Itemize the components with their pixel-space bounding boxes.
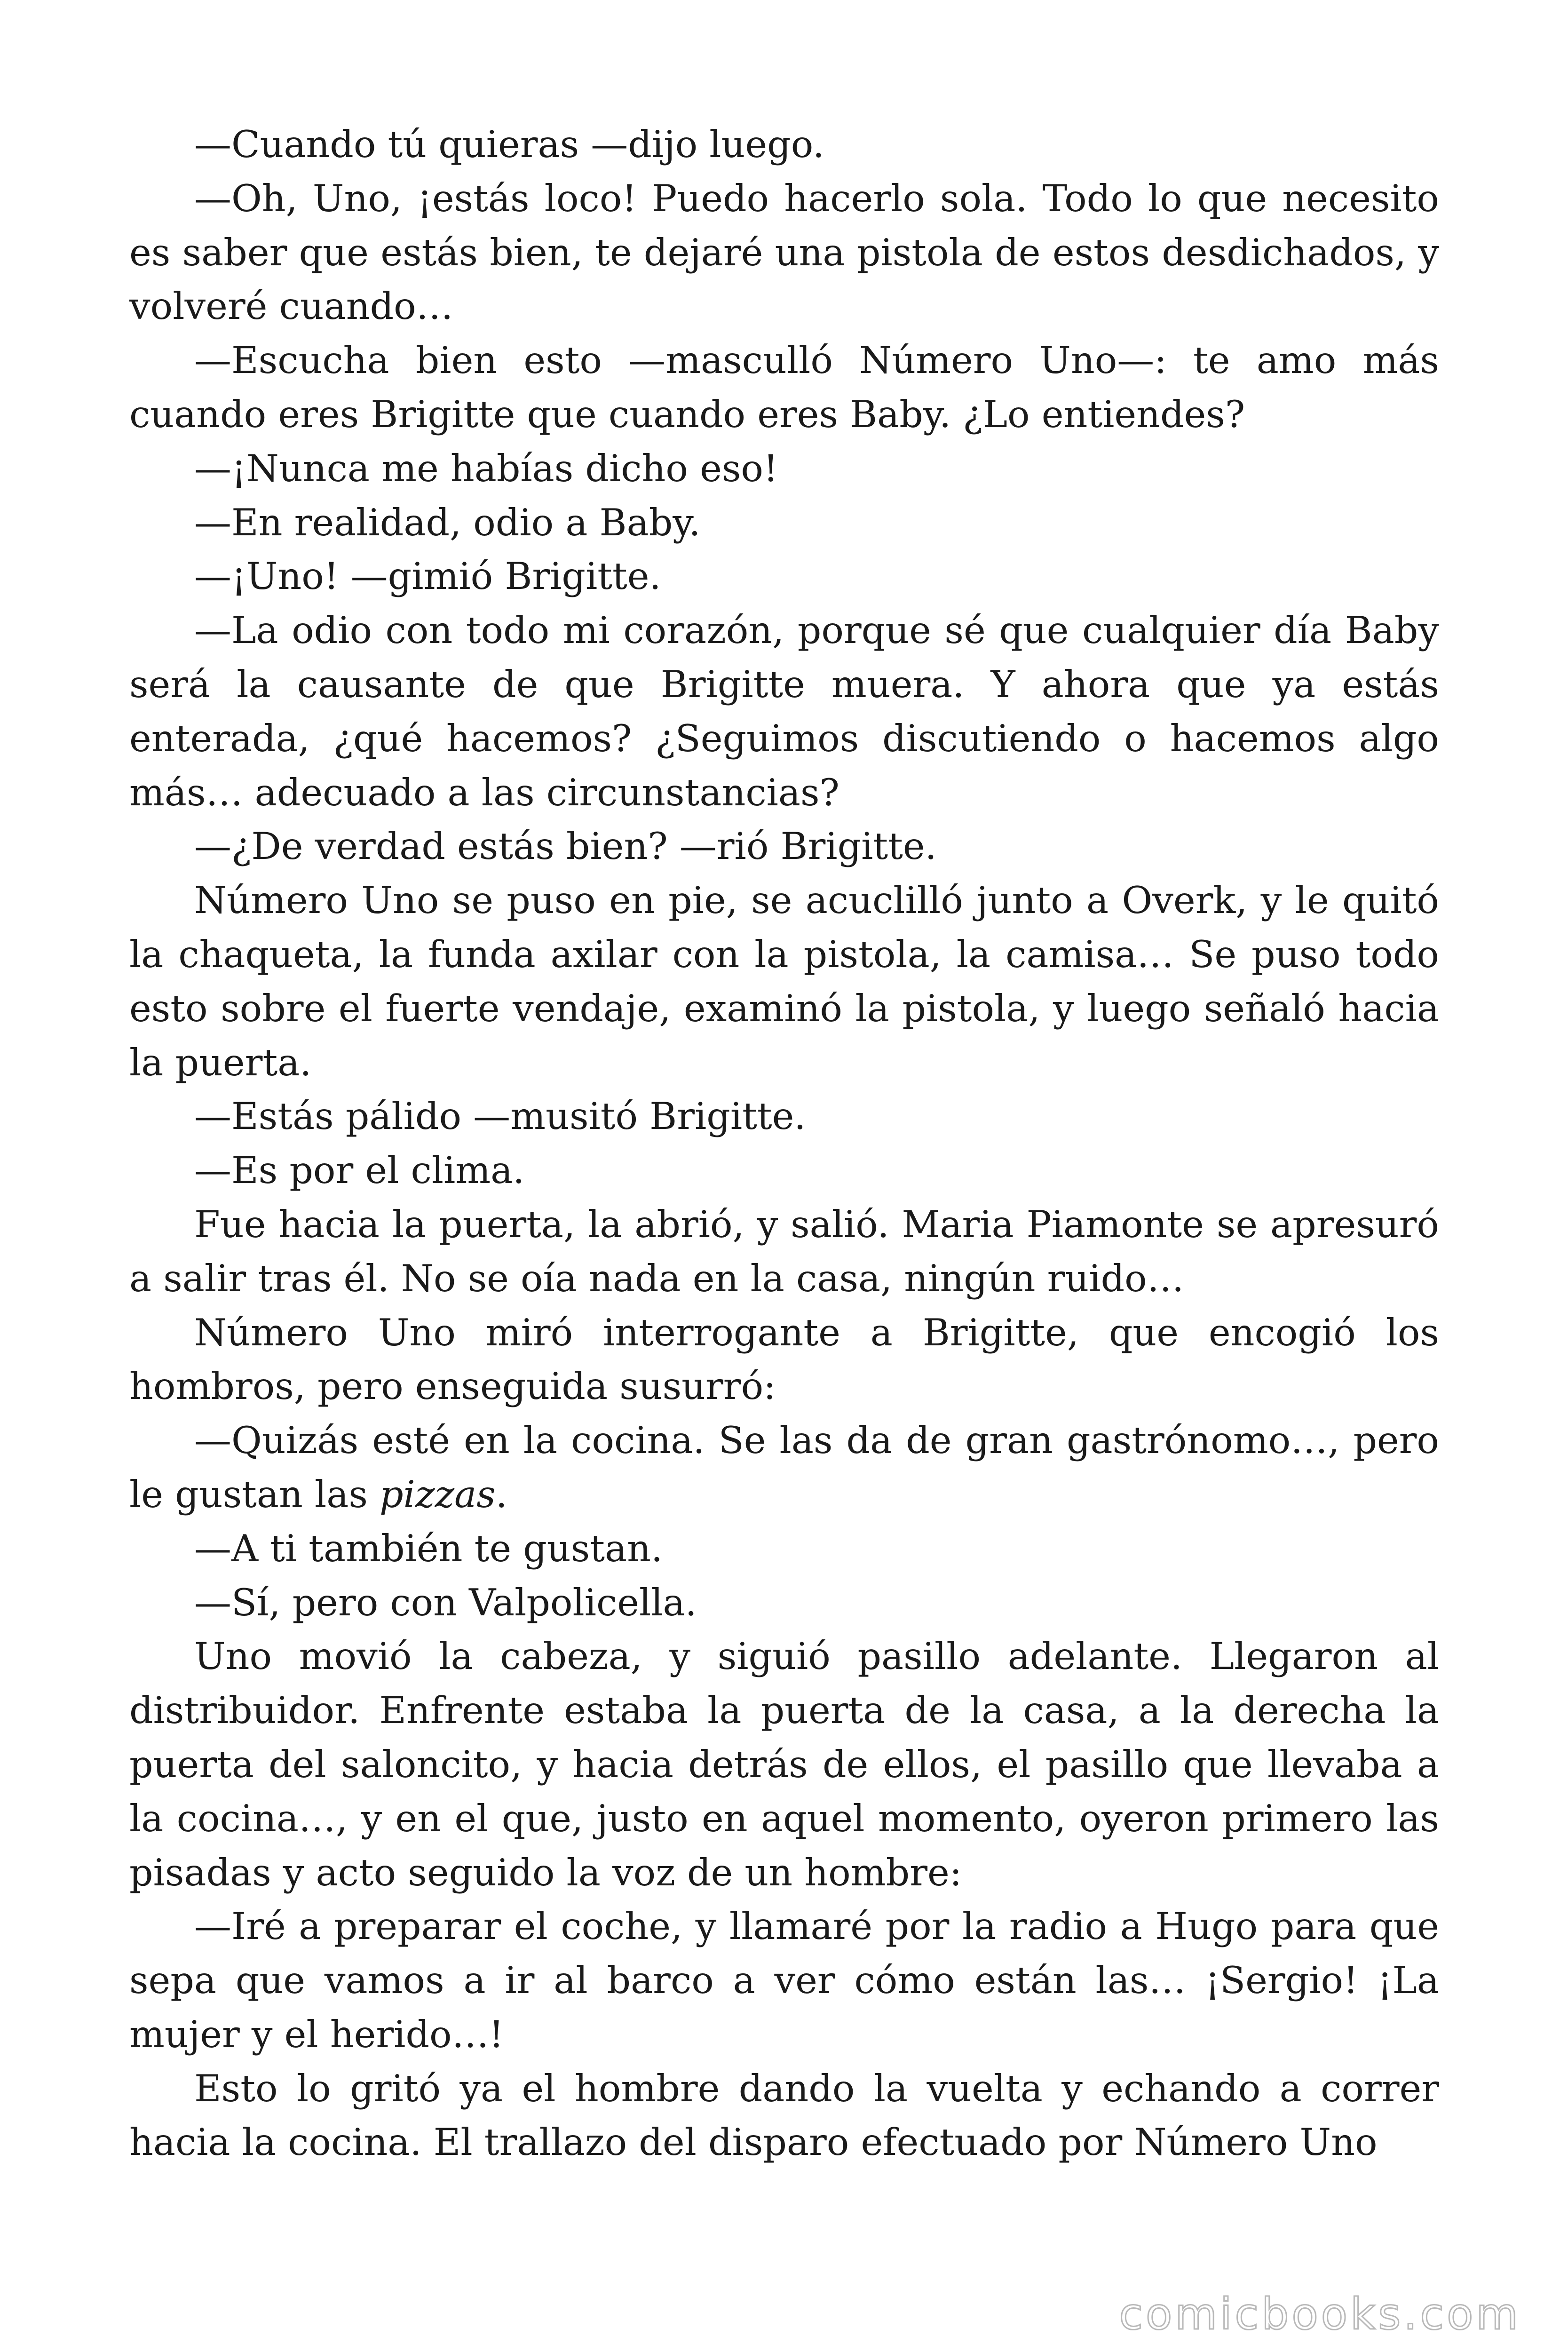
body-text <box>129 118 1439 2169</box>
paragraph: —¿De verdad estás bien? —rió Brigitte. <box>194 825 937 868</box>
paragraph: —Cuando tú quieras —dijo luego. <box>194 123 825 166</box>
paragraph: —La odio con todo mi corazón, porque sé que cualquier día Baby será la causante de que Brigitte muera. Y ahora que ya estás enterada, ¿qué hacemos? ¿Seguimos discutiendo o hacemos algo más… adecuado a las circunstancias? <box>129 609 1439 814</box>
paragraph: Uno movió la cabeza, y siguió pasillo adelante. Llegaron al distribuidor. Enfrente estaba la puerta de la casa, a la derecha la puerta del saloncito, y hacia detrás de ellos, el pasillo que llevaba a la cocina…, y en el que, justo en aquel momento, oyeron primero las pisadas y acto seguido la voz de un hombre: <box>129 1635 1439 1894</box>
italic-word: pizzas <box>379 1472 496 1516</box>
paragraph: —Sí, pero con Valpolicella. <box>194 1581 697 1624</box>
paragraph-text: —Quizás esté en la cocina. Se las da de gran gastrónomo…, pero le gustan las <box>129 1419 1439 1516</box>
paragraph: —Escucha bien esto —masculló Número Uno—: te amo más cuando eres Brigitte que cuando eres Baby. ¿Lo entiendes? <box>129 339 1439 436</box>
paragraph: Número Uno miró interrogante a Brigitte, que encogió los hombros, pero enseguida susurró: <box>129 1311 1439 1408</box>
paragraph: —A ti también te gustan. <box>194 1526 663 1570</box>
paragraph: Número Uno se puso en pie, se acuclilló junto a Overk, y le quitó la chaqueta, la funda axilar con la pistola, la camisa… Se puso todo esto sobre el fuerte vendaje, examinó la pistola, y luego señaló hacia la puerta. <box>129 879 1439 1084</box>
watermark: comicbooks.com <box>1119 2289 1521 2339</box>
paragraph: Esto lo gritó ya el hombre dando la vuelta y echando a correr hacia la cocina. El trallazo del disparo efectuado por Número Uno <box>129 2066 1439 2164</box>
paragraph: —Es por el clima. <box>194 1149 525 1192</box>
paragraph: Fue hacia la puerta, la abrió, y salió. Maria Piamonte se apresuró a salir tras él. No se oía nada en la casa, ningún ruido… <box>129 1202 1439 1300</box>
paragraph: —En realidad, odio a Baby. <box>194 501 701 544</box>
paragraph-pizzas <box>129 1414 1439 1522</box>
paragraph: —Oh, Uno, ¡estás loco! Puedo hacerlo sola. Todo lo que necesito es saber que estás bien, te dejaré una pistola de estos desdichados, y volveré cuando… <box>129 176 1439 328</box>
paragraph-text: . <box>495 1472 507 1516</box>
paragraph: —¡Nunca me habías dicho eso! <box>194 446 778 490</box>
paragraph: —Estás pálido —musitó Brigitte. <box>194 1095 806 1138</box>
paragraph: —¡Uno! —gimió Brigitte. <box>194 555 661 598</box>
paragraph: —Iré a preparar el coche, y llamaré por la radio a Hugo para que sepa que vamos a ir al barco a ver cómo están las… ¡Sergio! ¡La mujer y el herido…! <box>129 1905 1439 2056</box>
